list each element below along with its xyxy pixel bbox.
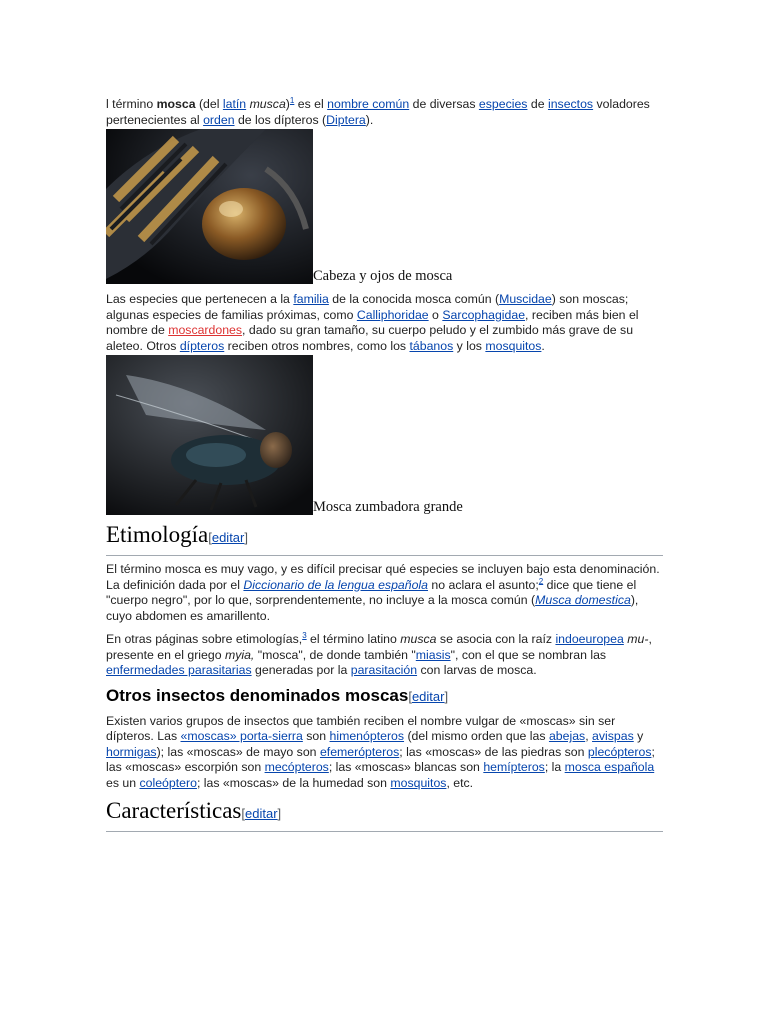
- text: generadas por la: [251, 663, 351, 677]
- text: .: [541, 338, 545, 353]
- link-nombre-comun[interactable]: nombre común: [327, 97, 410, 111]
- heading-text: Etimología: [106, 522, 209, 547]
- link-muscidae[interactable]: Muscidae: [499, 292, 552, 306]
- blowfly-image[interactable]: [106, 355, 313, 515]
- link-mosquitos[interactable]: mosquitos: [485, 338, 542, 353]
- text: de: [527, 97, 548, 111]
- link-moscardones[interactable]: moscardones: [168, 323, 243, 337]
- bracket: [: [241, 806, 245, 821]
- text: con larvas de mosca.: [417, 663, 537, 677]
- figure-caption: Mosca zumbadora grande: [313, 499, 463, 515]
- text: ; las «moscas» de las piedras son: [399, 744, 588, 759]
- link-latin[interactable]: latín: [222, 97, 247, 111]
- edit-section: [408, 689, 448, 704]
- text: , dado su gran tamaño, su cuerpo peludo y el zumbido más grave de su aleteo. Otros: [106, 323, 634, 353]
- link-parasitacion[interactable]: parasitación: [350, 663, 418, 677]
- text: es un: [106, 775, 140, 790]
- link-diptera[interactable]: Diptera: [326, 112, 366, 127]
- text: ; la: [544, 760, 565, 774]
- text: En otras páginas sobre etimologías,: [106, 632, 303, 646]
- intro-paragraph: [106, 97, 663, 128]
- link-abejas[interactable]: abejas: [548, 729, 586, 743]
- bracket: [: [408, 688, 412, 704]
- text: se asocia con la raíz: [436, 632, 556, 646]
- text: (del: [195, 97, 223, 111]
- text: (del mismo orden que las: [404, 729, 549, 743]
- link-plecopteros[interactable]: plecópteros: [587, 744, 652, 759]
- figure-blowfly: [106, 355, 663, 515]
- bracket: [: [208, 530, 212, 545]
- text: ) son moscas; algunas especies de familias próximas, como: [106, 292, 629, 322]
- link-text: Musca domestica: [535, 593, 631, 607]
- text: de los dípteros (: [234, 112, 327, 127]
- text: dice que tiene el "cuerpo negro", por lo que, sorprendentemente, no incluye a la mosca común (: [106, 577, 637, 607]
- text: no aclara el asunto;: [428, 577, 539, 592]
- text: es el: [294, 97, 328, 111]
- paragraph-otros-insectos: [106, 714, 663, 792]
- edit-link[interactable]: editar: [245, 806, 278, 821]
- italic-term: myia,: [224, 647, 255, 662]
- text: ; las «moscas» escorpión son: [106, 744, 655, 774]
- link-enfermedades-parasitarias[interactable]: enfermedades parasitarias: [106, 663, 252, 677]
- text: voladores pertenecientes al: [106, 97, 650, 127]
- text: el término latino: [306, 632, 401, 646]
- link-text: Diccionario de la lengua española: [243, 577, 429, 592]
- paragraph-etimologia-2: [106, 632, 663, 679]
- text: ); las «moscas» de mayo son: [156, 744, 320, 759]
- link-mecopteros[interactable]: mecópteros: [264, 760, 329, 774]
- link-sarcophagidae[interactable]: Sarcophagidae: [442, 307, 526, 322]
- text: de la conocida mosca común (: [328, 292, 500, 306]
- link-diccionario[interactable]: [243, 578, 428, 592]
- heading-text: Otros insectos denominados moscas: [106, 685, 409, 705]
- reference-link[interactable]: 1: [289, 95, 295, 105]
- bracket: ]: [244, 530, 248, 545]
- link-avispas[interactable]: avispas: [592, 729, 634, 743]
- text: , etc.: [446, 775, 474, 790]
- heading-etimologia: [106, 521, 663, 556]
- link-tabanos[interactable]: tábanos: [409, 338, 454, 353]
- bracket: ]: [444, 688, 449, 704]
- figure-caption: Cabeza y ojos de mosca: [313, 268, 453, 284]
- link-indoeuropea[interactable]: indoeuropea: [555, 632, 624, 646]
- italic-term: musca: [249, 97, 286, 111]
- reference-link[interactable]: 2: [538, 576, 544, 586]
- italic-term: mu-: [627, 632, 649, 646]
- link-hormigas[interactable]: hormigas: [106, 744, 157, 759]
- text: ).: [365, 112, 374, 127]
- text: son: [302, 729, 330, 743]
- link-dipteros[interactable]: dípteros: [179, 338, 225, 353]
- heading-caracteristicas: [106, 797, 663, 832]
- text: ): [285, 97, 290, 111]
- edit-link[interactable]: editar: [411, 688, 445, 704]
- edit-section: [208, 530, 248, 545]
- text: y los: [453, 338, 486, 353]
- link-orden[interactable]: orden: [203, 112, 235, 127]
- link-familia[interactable]: familia: [293, 292, 329, 306]
- text: Existen varios grupos de insectos que también reciben el nombre vulgar de «moscas» sin ser dípteros. Las: [106, 713, 616, 743]
- link-himenopteros[interactable]: himenópteros: [329, 729, 405, 743]
- bracket: ]: [277, 806, 282, 821]
- heading-otros-insectos: [106, 685, 663, 708]
- text: , presente en el griego: [106, 632, 652, 662]
- text: ; las «moscas» blancas son: [328, 760, 484, 774]
- bold-term: mosca: [156, 97, 196, 111]
- link-calliphoridae[interactable]: Calliphoridae: [356, 307, 429, 322]
- figure-fly-head: [106, 129, 663, 284]
- text: ; las «moscas» de la humedad son: [196, 775, 391, 790]
- link-coleoptero[interactable]: coleóptero: [139, 775, 197, 790]
- link-efemeropteros[interactable]: efemerópteros: [319, 744, 400, 759]
- link-mosquitos-2[interactable]: mosquitos: [390, 775, 447, 790]
- link-porta-sierra[interactable]: «moscas» porta-sierra: [180, 729, 303, 743]
- link-especies[interactable]: especies: [478, 97, 528, 111]
- text: ", con el que se nombran las: [450, 647, 607, 662]
- link-miasis[interactable]: miasis: [415, 647, 451, 662]
- text: reciben otros nombres, como los: [224, 338, 410, 353]
- fly-head-image[interactable]: [106, 129, 313, 284]
- text: El término mosca es muy vago, y es difícil precisar qué especies se incluyen bajo esta denominación. La definición dada por el: [106, 562, 660, 592]
- heading-text: Características: [106, 798, 242, 823]
- text: l término: [106, 97, 157, 111]
- text: , reciben más bien el nombre de: [106, 307, 639, 337]
- article-content: [106, 97, 663, 832]
- reference-link[interactable]: 3: [302, 630, 307, 640]
- paragraph-etimologia-1: [106, 562, 663, 624]
- link-insectos[interactable]: insectos: [547, 97, 594, 111]
- text: Las especies que pertenecen a la: [106, 292, 294, 306]
- text: o: [428, 307, 443, 322]
- edit-section: [241, 806, 281, 821]
- paragraph-families: [106, 292, 663, 354]
- text: ), cuyo abdomen es amarillento.: [106, 593, 639, 623]
- edit-link[interactable]: editar: [211, 530, 245, 545]
- link-musca-domestica[interactable]: [535, 593, 631, 607]
- text: ,: [585, 729, 593, 743]
- text: y: [633, 729, 644, 743]
- text: "mosca", de donde también ": [254, 647, 416, 662]
- italic-term: musca: [400, 632, 437, 646]
- link-hemipteros[interactable]: hemípteros: [483, 760, 545, 774]
- link-mosca-espanola[interactable]: mosca española: [564, 760, 655, 774]
- text: de diversas: [409, 97, 479, 111]
